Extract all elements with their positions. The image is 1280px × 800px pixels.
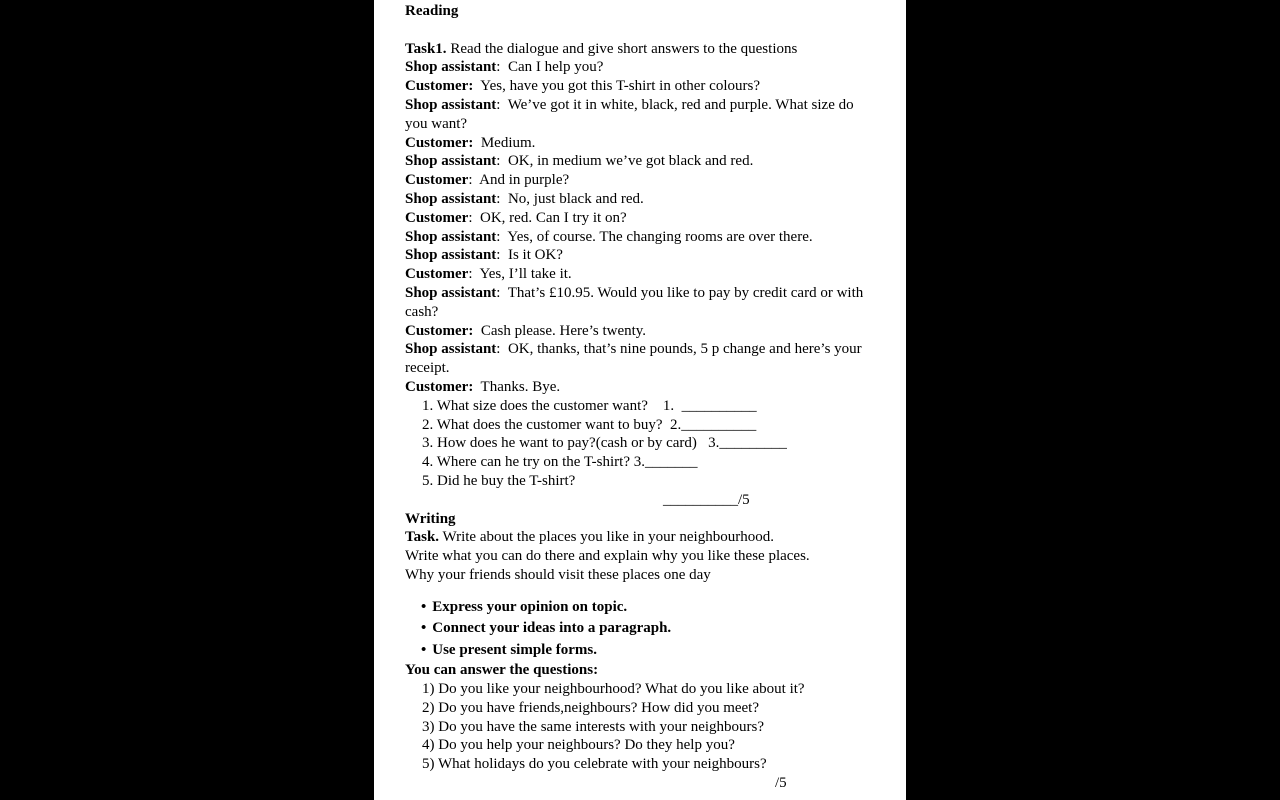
separator: : [496,190,501,207]
question-item: 5) What holidays do you celebrate with your neighbours? [422,756,767,773]
dialogue-line [405,96,875,134]
dialogue-line [405,378,875,397]
utterance: Is it OK? [500,247,563,264]
dialogue-line [405,246,875,265]
separator: : [496,96,501,113]
question-item: 1. What size does the customer want? 1. __________ [422,397,757,414]
dialogue-line [405,284,875,322]
speaker: Customer: [405,378,474,395]
separator: : [468,209,473,226]
question-item: 4) Do you help your neighbours? Do they help you? [422,737,735,754]
utterance: And in purple? [472,172,570,189]
speaker: Customer: [405,134,474,151]
speaker: Customer: [405,78,474,95]
utterance: Can I help you? [500,59,604,76]
task-label: Task. [405,529,440,546]
dialogue-line [405,58,875,77]
writing-questions-heading: You can answer the questions: [405,662,599,679]
dialogue-line [405,322,875,341]
utterance: Medium. [473,134,536,151]
writing-questions [405,680,875,774]
separator: : [496,228,501,245]
separator: : [496,284,501,301]
speaker: Shop assistant [405,153,497,170]
separator: : [468,266,473,283]
dialogue-line [405,190,875,209]
speaker: Shop assistant [405,59,497,76]
spacer [405,21,875,40]
task-text: Write about the places you like in your neighbourhood. [439,529,774,546]
utterance: We’ve got it in white, black, red and purple. What size do you want? [405,96,858,132]
separator: : [496,153,501,170]
utterance: That’s £10.95. Would you like to pay by credit card or with cash? [405,284,867,320]
task-label: Task1. [405,40,447,57]
utterance: Yes, I’ll take it. [472,266,572,283]
separator: : [468,172,473,189]
speaker: Customer [405,209,469,226]
question-item: 4. Where can he try on the T-shirt? 3._______ [422,454,698,471]
writing-line: Why your friends should visit these places one day [405,566,711,583]
speaker: Shop assistant [405,284,497,301]
dialogue-line [405,77,875,96]
utterance: OK, thanks, that’s nine pounds, 5 p change and here’s your receipt. [405,341,866,377]
dialogue-line [405,265,875,284]
reading-score: __________/5 [663,491,750,508]
spacer [405,585,875,597]
speaker: Customer [405,266,469,283]
reading-questions [405,397,875,491]
writing-bullets [405,597,875,662]
utterance: Yes, of course. The changing rooms are over there. [500,228,813,245]
utterance: OK, in medium we’ve got black and red. [500,153,754,170]
dialogue-line [405,228,875,247]
writing-heading: Writing [405,510,456,527]
question-item: 2) Do you have friends,neighbours? How did you meet? [422,699,760,716]
writing-task [405,528,875,547]
dialogue-line [405,171,875,190]
separator: : [496,341,501,358]
dialogue-line [405,340,875,378]
speaker: Shop assistant [405,341,497,358]
speaker: Customer: [405,322,474,339]
question-item: 3) Do you have the same interests with your neighbours? [422,718,765,735]
speaker: Shop assistant [405,96,497,113]
document-page [374,0,906,800]
question-item: 2. What does the customer want to buy? 2.__________ [422,416,757,433]
utterance: Yes, have you got this T-shirt in other colours? [473,78,760,95]
worksheet-content [405,2,875,793]
question-item: 3. How does he want to pay?(cash or by card) 3._________ [422,435,787,452]
utterance: OK, red. Can I try it on? [472,209,627,226]
reading-task [405,40,875,59]
bullet-item: • Express your opinion on topic. [421,597,875,619]
speaker: Shop assistant [405,247,497,264]
utterance: Thanks. Bye. [473,378,561,395]
utterance: No, just black and red. [500,190,644,207]
speaker: Shop assistant [405,190,497,207]
dialogue [405,58,875,396]
speaker: Shop assistant [405,228,497,245]
speaker: Customer [405,172,469,189]
dialogue-line [405,134,875,153]
bullet-item: • Use present simple forms. [421,640,875,662]
bullet-item: • Connect your ideas into a paragraph. [421,618,875,640]
question-item: 5. Did he buy the T-shirt? [422,472,576,489]
dialogue-line [405,209,875,228]
writing-line: Write what you can do there and explain why you like these places. [405,548,810,565]
dialogue-line [405,152,875,171]
separator: : [496,247,501,264]
writing-score: /5 [775,774,787,791]
reading-heading: Reading [405,3,459,19]
utterance: Cash please. Here’s twenty. [473,322,647,339]
task-text: Read the dialogue and give short answers to the questions [446,40,798,57]
question-item: 1) Do you like your neighbourhood? What do you like about it? [422,681,805,697]
separator: : [496,59,501,76]
